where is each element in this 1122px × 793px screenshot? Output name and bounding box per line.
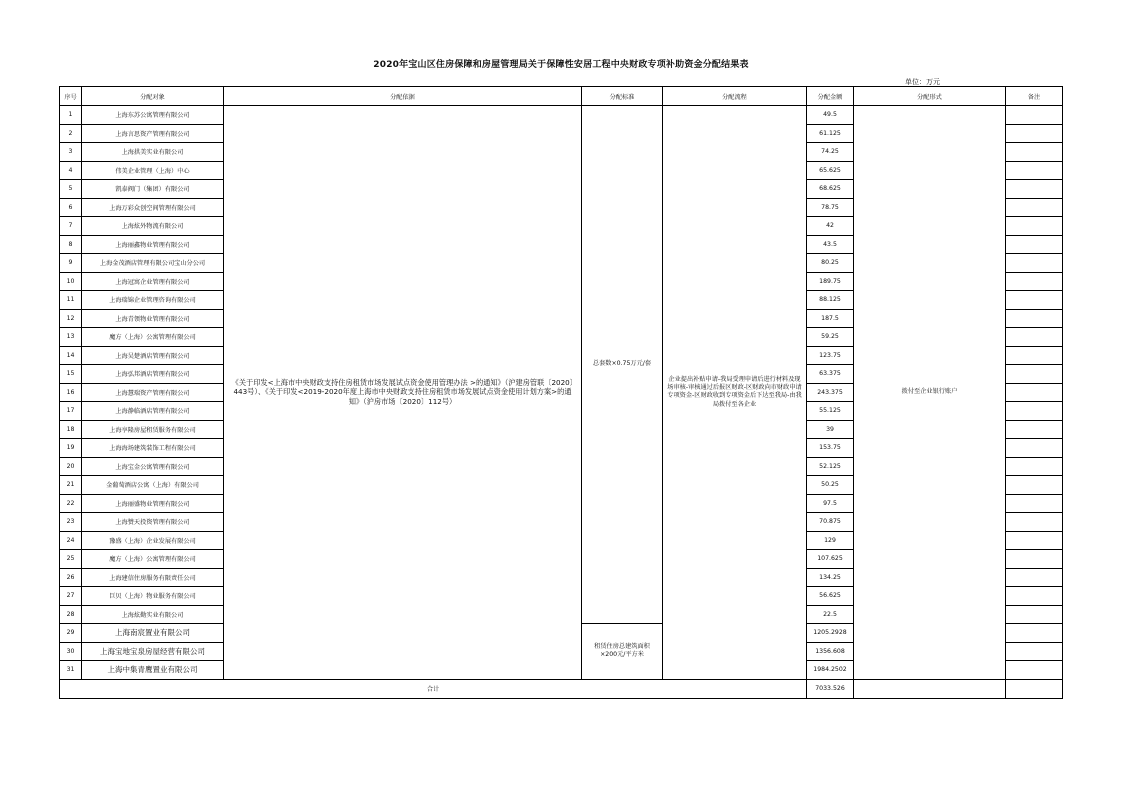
seq-cell: 8	[60, 235, 82, 254]
header-basis: 分配依据	[224, 87, 582, 106]
remark-cell	[1006, 587, 1063, 606]
target-name-cell: 巨贝（上海）物业服务有限公司	[82, 587, 224, 606]
amount-cell: 42	[807, 217, 854, 236]
target-name-cell: 上海赞天投资管理有限公司	[82, 513, 224, 532]
amount-cell: 187.5	[807, 309, 854, 328]
target-name-cell: 上海建信住房服务有限责任公司	[82, 568, 224, 587]
seq-cell: 15	[60, 365, 82, 384]
target-name-cell: 凯泰阀门（集团）有限公司	[82, 180, 224, 199]
remark-cell	[1006, 642, 1063, 661]
target-name-cell: 上海南宸置业有限公司	[82, 624, 224, 643]
amount-cell: 70.875	[807, 513, 854, 532]
target-name-cell: 上海丽鑫物业管理有限公司	[82, 235, 224, 254]
amount-cell: 59.25	[807, 328, 854, 347]
seq-cell: 19	[60, 439, 82, 458]
target-name-cell: 上海宝金公寓管理有限公司	[82, 457, 224, 476]
seq-cell: 12	[60, 309, 82, 328]
remark-cell	[1006, 143, 1063, 162]
amount-cell: 61.125	[807, 124, 854, 143]
remark-cell	[1006, 494, 1063, 513]
amount-cell: 22.5	[807, 605, 854, 624]
target-name-cell: 上海弘邦酒店管理有限公司	[82, 365, 224, 384]
seq-cell: 5	[60, 180, 82, 199]
target-name-cell: 上海慧瑞资产管理有限公司	[82, 383, 224, 402]
seq-cell: 7	[60, 217, 82, 236]
amount-cell: 1984.2502	[807, 661, 854, 680]
amount-cell: 189.75	[807, 272, 854, 291]
remark-cell	[1006, 513, 1063, 532]
seq-cell: 10	[60, 272, 82, 291]
remark-cell	[1006, 291, 1063, 310]
remark-cell	[1006, 605, 1063, 624]
seq-cell: 27	[60, 587, 82, 606]
remark-cell	[1006, 550, 1063, 569]
header-seq: 序号	[60, 87, 82, 106]
seq-cell: 9	[60, 254, 82, 273]
target-name-cell: 伟美企业管理（上海）中心	[82, 161, 224, 180]
header-amount: 分配金额	[807, 87, 854, 106]
amount-cell: 107.625	[807, 550, 854, 569]
total-label-cell: 合计	[60, 679, 807, 698]
seq-cell: 6	[60, 198, 82, 217]
amount-cell: 55.125	[807, 402, 854, 421]
amount-cell: 1205.2928	[807, 624, 854, 643]
total-row	[60, 679, 1063, 698]
amount-cell: 1356.608	[807, 642, 854, 661]
remark-cell	[1006, 365, 1063, 384]
target-name-cell: 魔方（上海）公寓管理有限公司	[82, 550, 224, 569]
seq-cell: 13	[60, 328, 82, 347]
amount-cell: 43.5	[807, 235, 854, 254]
remark-cell	[1006, 272, 1063, 291]
target-name-cell: 上海吴楚酒店管理有限公司	[82, 346, 224, 365]
remark-cell	[1006, 439, 1063, 458]
seq-cell: 21	[60, 476, 82, 495]
total-amount-cell: 7033.526	[807, 679, 854, 698]
document-title: 2020年宝山区住房保障和房屋管理局关于保障性安居工程中央财政专项补助资金分配结果表	[373, 60, 749, 70]
amount-cell: 97.5	[807, 494, 854, 513]
target-name-cell: 上海炫外物流有限公司	[82, 217, 224, 236]
header-process: 分配流程	[663, 87, 807, 106]
remark-cell	[1006, 309, 1063, 328]
remark-cell	[1006, 624, 1063, 643]
target-name-cell: 金葡萄酒店公寓（上海）有限公司	[82, 476, 224, 495]
remark-cell	[1006, 531, 1063, 550]
amount-cell: 56.625	[807, 587, 854, 606]
amount-cell: 52.125	[807, 457, 854, 476]
remark-cell	[1006, 402, 1063, 421]
target-name-cell: 上海东苏公寓管理有限公司	[82, 106, 224, 125]
amount-cell: 78.75	[807, 198, 854, 217]
seq-cell: 25	[60, 550, 82, 569]
seq-cell: 26	[60, 568, 82, 587]
remark-cell	[1006, 198, 1063, 217]
seq-cell: 30	[60, 642, 82, 661]
total-remark-cell	[1006, 679, 1063, 698]
target-name-cell: 上海瑞锦企业管理咨询有限公司	[82, 291, 224, 310]
amount-cell: 63.375	[807, 365, 854, 384]
target-name-cell: 上海拱美实业有限公司	[82, 143, 224, 162]
remark-cell	[1006, 661, 1063, 680]
target-name-cell: 上海享隆房屋租赁服务有限公司	[82, 420, 224, 439]
standard-cell-2: 租赁住房总建筑面积×200元/平方米	[582, 624, 663, 680]
target-name-cell: 上海万彩众创空间管理有限公司	[82, 198, 224, 217]
amount-cell: 88.125	[807, 291, 854, 310]
seq-cell: 31	[60, 661, 82, 680]
unit-label: 单位：万元	[905, 78, 940, 86]
remark-cell	[1006, 161, 1063, 180]
header-target: 分配对象	[82, 87, 224, 106]
remark-cell	[1006, 457, 1063, 476]
amount-cell: 134.25	[807, 568, 854, 587]
target-name-cell: 上海青領物业管理有限公司	[82, 309, 224, 328]
seq-cell: 1	[60, 106, 82, 125]
remark-cell	[1006, 180, 1063, 199]
target-name-cell: 上海海场建筑装饰工程有限公司	[82, 439, 224, 458]
remark-cell	[1006, 420, 1063, 439]
seq-cell: 16	[60, 383, 82, 402]
remark-cell	[1006, 328, 1063, 347]
allocation-table	[59, 86, 1063, 699]
amount-cell: 68.625	[807, 180, 854, 199]
amount-cell: 243.375	[807, 383, 854, 402]
target-name-cell: 上海静临酒店管理有限公司	[82, 402, 224, 421]
amount-cell: 129	[807, 531, 854, 550]
remark-cell	[1006, 217, 1063, 236]
amount-cell: 80.25	[807, 254, 854, 273]
amount-cell: 153.75	[807, 439, 854, 458]
target-name-cell: 上海丽盛物业管理有限公司	[82, 494, 224, 513]
seq-cell: 28	[60, 605, 82, 624]
seq-cell: 3	[60, 143, 82, 162]
target-name-cell: 上海金茂酒店管理有限公司宝山分公司	[82, 254, 224, 273]
target-name-cell: 上海冠寓企业管理有限公司	[82, 272, 224, 291]
table-body	[60, 106, 1063, 699]
header-standard: 分配标准	[582, 87, 663, 106]
target-name-cell: 上海宝地宝泉房屋经营有限公司	[82, 642, 224, 661]
remark-cell	[1006, 235, 1063, 254]
total-form-cell	[854, 679, 1006, 698]
remark-cell	[1006, 568, 1063, 587]
header-form: 分配形式	[854, 87, 1006, 106]
seq-cell: 11	[60, 291, 82, 310]
amount-cell: 49.5	[807, 106, 854, 125]
header-remark: 备注	[1006, 87, 1063, 106]
header-row	[60, 87, 1063, 106]
remark-cell	[1006, 124, 1063, 143]
seq-cell: 4	[60, 161, 82, 180]
process-cell: 企业提出补贴申请-我局受理申请后进行材料及现场审核-审核通过后报区财政-区财政向市财政申请专项资金-区财政收到专项资金后下达至我局-由我局拨付至各企业	[663, 106, 807, 680]
amount-cell: 50.25	[807, 476, 854, 495]
target-name-cell: 上海中集青鹰置业有限公司	[82, 661, 224, 680]
seq-cell: 24	[60, 531, 82, 550]
amount-cell: 123.75	[807, 346, 854, 365]
table-row	[60, 106, 1063, 125]
target-name-cell: 上海炫勤实业有限公司	[82, 605, 224, 624]
standard-cell: 总套数×0.75万元/套	[582, 106, 663, 624]
seq-cell: 23	[60, 513, 82, 532]
target-name-cell: 豫盛（上海）企业发展有限公司	[82, 531, 224, 550]
basis-cell: 《关于印发<上海市中央财政支持住房租赁市场发展试点资金使用管理办法 >的通知》（沪建房管联〔2020〕443号）、《关于印发<2019-2020年度上海市中央财政支持住房租赁市场发展试点资金使用计划方案>的通知》（沪房市场〔2020〕112号）	[224, 106, 582, 680]
seq-cell: 22	[60, 494, 82, 513]
form-cell: 拨付至企业银行账户	[854, 106, 1006, 680]
amount-cell: 65.625	[807, 161, 854, 180]
remark-cell	[1006, 346, 1063, 365]
seq-cell: 17	[60, 402, 82, 421]
target-name-cell: 魔方（上海）公寓管理有限公司	[82, 328, 224, 347]
amount-cell: 74.25	[807, 143, 854, 162]
amount-cell: 39	[807, 420, 854, 439]
remark-cell	[1006, 106, 1063, 125]
remark-cell	[1006, 254, 1063, 273]
seq-cell: 20	[60, 457, 82, 476]
remark-cell	[1006, 383, 1063, 402]
seq-cell: 14	[60, 346, 82, 365]
seq-cell: 2	[60, 124, 82, 143]
remark-cell	[1006, 476, 1063, 495]
target-name-cell: 上海言思资产管理有限公司	[82, 124, 224, 143]
seq-cell: 29	[60, 624, 82, 643]
seq-cell: 18	[60, 420, 82, 439]
